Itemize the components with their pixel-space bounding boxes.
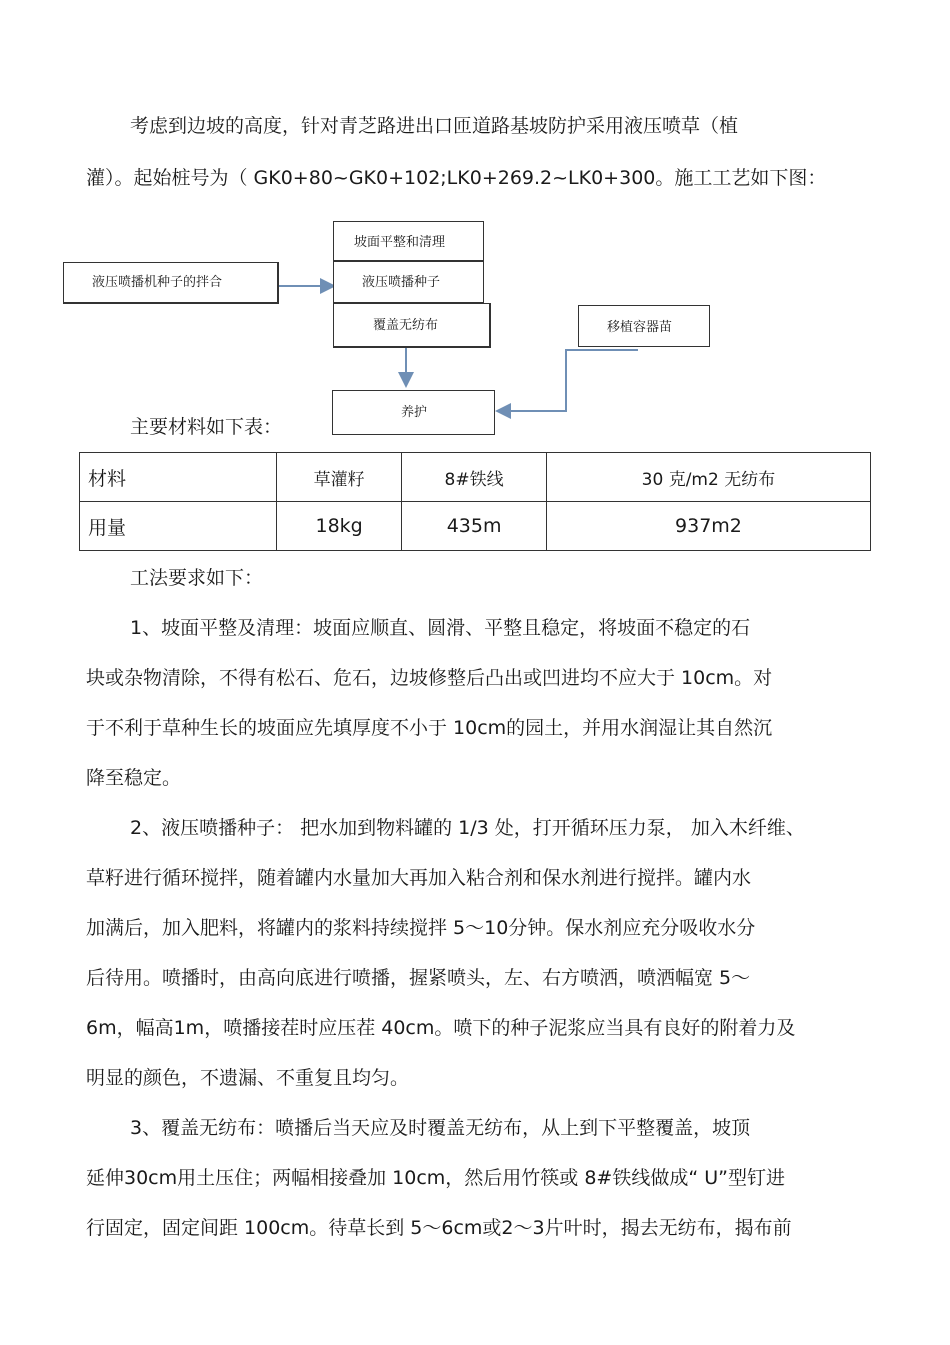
table-cell: 18kg xyxy=(277,502,402,551)
paragraph-line: 2、液压喷播种子： 把水加到物料罐的 1/3 处，打开循环压力泵， 加入木纤维、 xyxy=(130,817,805,839)
table-cell: 材料 xyxy=(80,453,277,502)
table-row xyxy=(80,502,871,551)
paragraph-line: 块或杂物清除，不得有松石、危石，边坡修整后凸出或凹进均不应大于 10cm。对 xyxy=(86,667,773,689)
paragraph-line: 草籽进行循环搅拌，随着罐内水量加大再加入粘合剂和保水剂进行搅拌。罐内水 xyxy=(86,867,752,889)
paragraph-line: 3、覆盖无纺布：喷播后当天应及时覆盖无纺布，从上到下平整覆盖，坡顶 xyxy=(130,1117,751,1139)
flow-step-seedling xyxy=(578,305,710,347)
flow-step-spray-seed xyxy=(333,261,484,303)
flow-step-spray-seed-label: 液压喷播种子 xyxy=(362,275,441,290)
flow-step-cover-fabric-label: 覆盖无纺布 xyxy=(373,318,439,333)
table-cell: 435m xyxy=(402,502,547,551)
materials-caption: 主要材料如下表： xyxy=(130,416,283,438)
flow-step-seedling-label: 移植容器苗 xyxy=(607,320,673,335)
paragraph-line: 明显的颜色，不遗漏、不重复且均匀。 xyxy=(86,1067,410,1089)
arrow-seedling-to-care xyxy=(497,350,638,411)
flow-step-slope-clean-label: 坡面平整和清理 xyxy=(354,235,446,250)
intro-line-1: 考虑到边坡的高度，针对青芝路进出口匝道路基坡防护采用液压喷草（植 xyxy=(130,115,739,137)
method-title: 工法要求如下： xyxy=(130,567,264,589)
flow-step-seed-mix-label: 液压喷播机种子的拌合 xyxy=(92,275,223,290)
materials-table xyxy=(79,452,871,551)
table-cell: 草灌籽 xyxy=(277,453,402,502)
paragraph-line: 降至稳定。 xyxy=(86,767,182,789)
paragraph-line: 1、坡面平整及清理：坡面应顺直、圆滑、平整且稳定，将坡面不稳定的石 xyxy=(130,617,751,639)
paragraph-line: 行固定，固定间距 100cm。待草长到 5～6cm或2～3片叶时，揭去无纺布，揭布前 xyxy=(86,1217,792,1239)
flow-step-care xyxy=(332,390,495,435)
flow-step-seed-mix xyxy=(63,262,279,304)
paragraph-line: 6m，幅高1m，喷播接茬时应压茬 40cm。喷下的种子泥浆应当具有良好的附着力及 xyxy=(86,1017,796,1039)
intro-line-2: 灌）。起始桩号为（ GK0+80~GK0+102;LK0+269.2~LK0+300。施工工艺如下图： xyxy=(86,167,827,189)
table-cell: 用量 xyxy=(80,502,277,551)
paragraph-line: 于不利于草种生长的坡面应先填厚度不小于 10cm的园土，并用水润湿让其自然沉 xyxy=(86,717,773,739)
flow-step-cover-fabric xyxy=(333,303,491,348)
flow-step-care-label: 养护 xyxy=(401,405,428,420)
paragraph-line: 加满后，加入肥料，将罐内的浆料持续搅拌 5～10分钟。保水剂应充分吸收水分 xyxy=(86,917,756,939)
table-cell: 937m2 xyxy=(546,502,870,551)
table-cell: 8#铁线 xyxy=(402,453,547,502)
table-row xyxy=(80,453,871,502)
paragraph-line: 后待用。喷播时，由高向底进行喷播，握紧喷头，左、右方喷洒，喷洒幅宽 5～ xyxy=(86,967,751,989)
table-cell: 30 克/m2 无纺布 xyxy=(546,453,870,502)
paragraph-line: 延伸30cm用土压住；两幅相接叠加 10cm，然后用竹筷或 8#铁线做成“ U”型钉进 xyxy=(86,1167,785,1189)
flow-step-slope-clean xyxy=(333,221,484,261)
